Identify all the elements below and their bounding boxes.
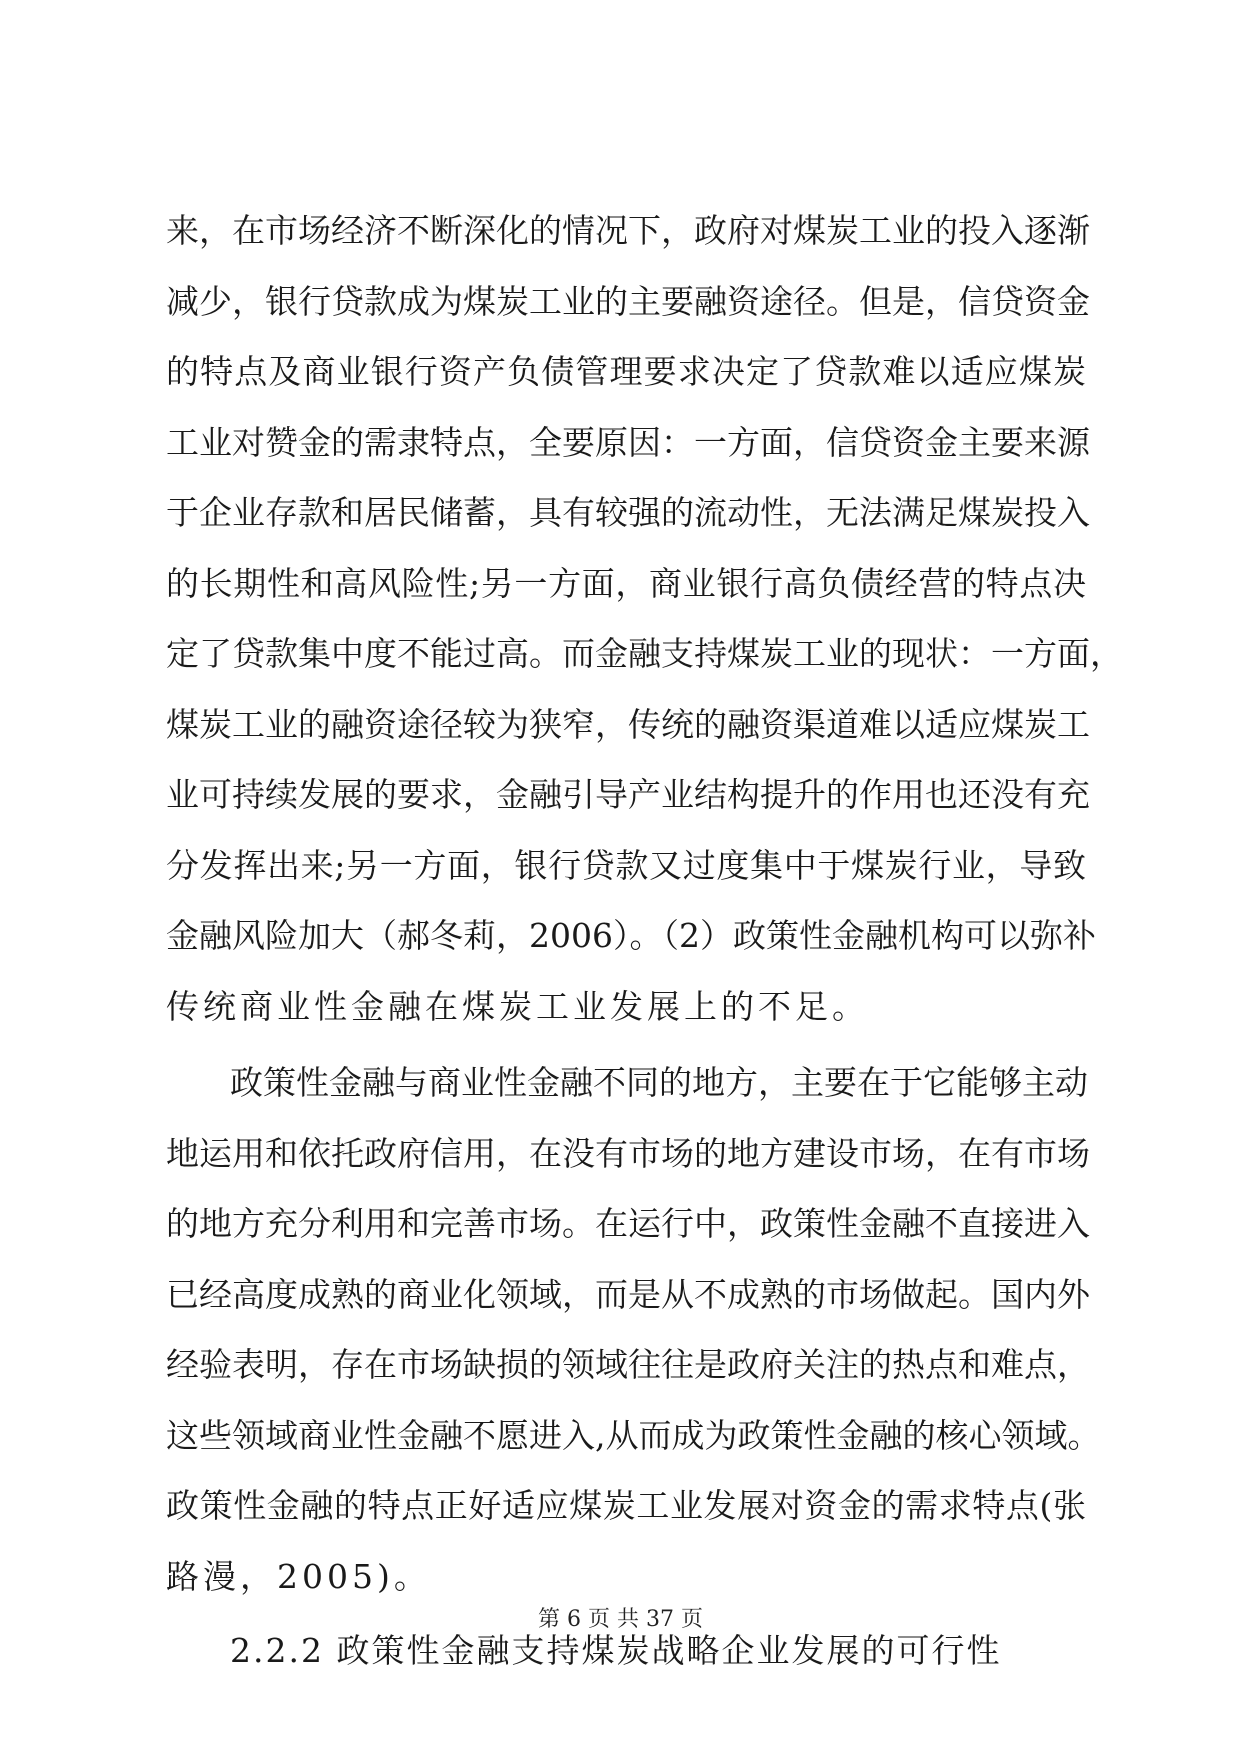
paragraph-line: 路漫，2005)。 [166, 1557, 431, 1596]
paragraph-line: 业可持续发展的要求，金融引导产业结构提升的作用也还没有充 [166, 775, 1090, 814]
paragraph-line: 分发挥出来;另一方面，银行贷款又过度集中于煤炭行业，导致 [166, 846, 1086, 885]
paragraph-line: 政策性金融与商业性金融不同的地方，主要在于它能够主动 [230, 1063, 1088, 1102]
paragraph-line: 于企业存款和居民储蓄，具有较强的流动性，无法满足煤炭投入 [166, 493, 1090, 532]
paragraph-line: 传统商业性金融在煤炭工业发展上的不足。 [166, 987, 869, 1026]
section-heading: 2.2.2 政策性金融支持煤炭战略企业发展的可行性 [230, 1631, 1002, 1670]
paragraph-line: 地运用和依托政府信用，在没有市场的地方建设市场，在有市场 [166, 1134, 1090, 1173]
paragraph-line: 定了贷款集中度不能过高。而金融支持煤炭工业的现状：一方面， [166, 634, 1123, 673]
paragraph-line: 的地方充分利用和完善市场。在运行中，政策性金融不直接进入 [166, 1204, 1090, 1243]
paragraph-line: 的特点及商业银行资产负债管理要求决定了贷款难以适应煤炭 [166, 352, 1086, 391]
page-footer: 第 6 页 共 37 页 [538, 1607, 703, 1632]
paragraph-line: 金融风险加大（郝冬莉，2006）。（2）政策性金融机构可以弥补 [166, 916, 1096, 955]
paragraph-line: 来，在市场经济不断深化的情况下，政府对煤炭工业的投入逐渐 [166, 211, 1090, 250]
paragraph-line: 已经高度成熟的商业化领域，而是从不成熟的市场做起。国内外 [166, 1275, 1090, 1314]
paragraph-line: 的长期性和高风险性;另一方面，商业银行高负债经营的特点决 [166, 564, 1086, 603]
paragraph-line: 政策性金融的特点正好适应煤炭工业发展对资金的需求特点(张 [166, 1486, 1086, 1525]
paragraph-line: 经验表明，存在市场缺损的领域往往是政府关注的热点和难点， [166, 1345, 1090, 1384]
paragraph-line: 工业对赞金的需隶特点，全要原因：一方面，信贷资金主要来源 [166, 423, 1090, 462]
paragraph-line: 减少，银行贷款成为煤炭工业的主要融资途径。但是，信贷资金 [166, 282, 1090, 321]
paragraph-line: 这些领域商业性金融不愿进入,从而成为政策性金融的核心领域。 [166, 1416, 1101, 1455]
paragraph-line: 煤炭工业的融资途径较为狭窄，传统的融资渠道难以适应煤炭工 [166, 705, 1090, 744]
